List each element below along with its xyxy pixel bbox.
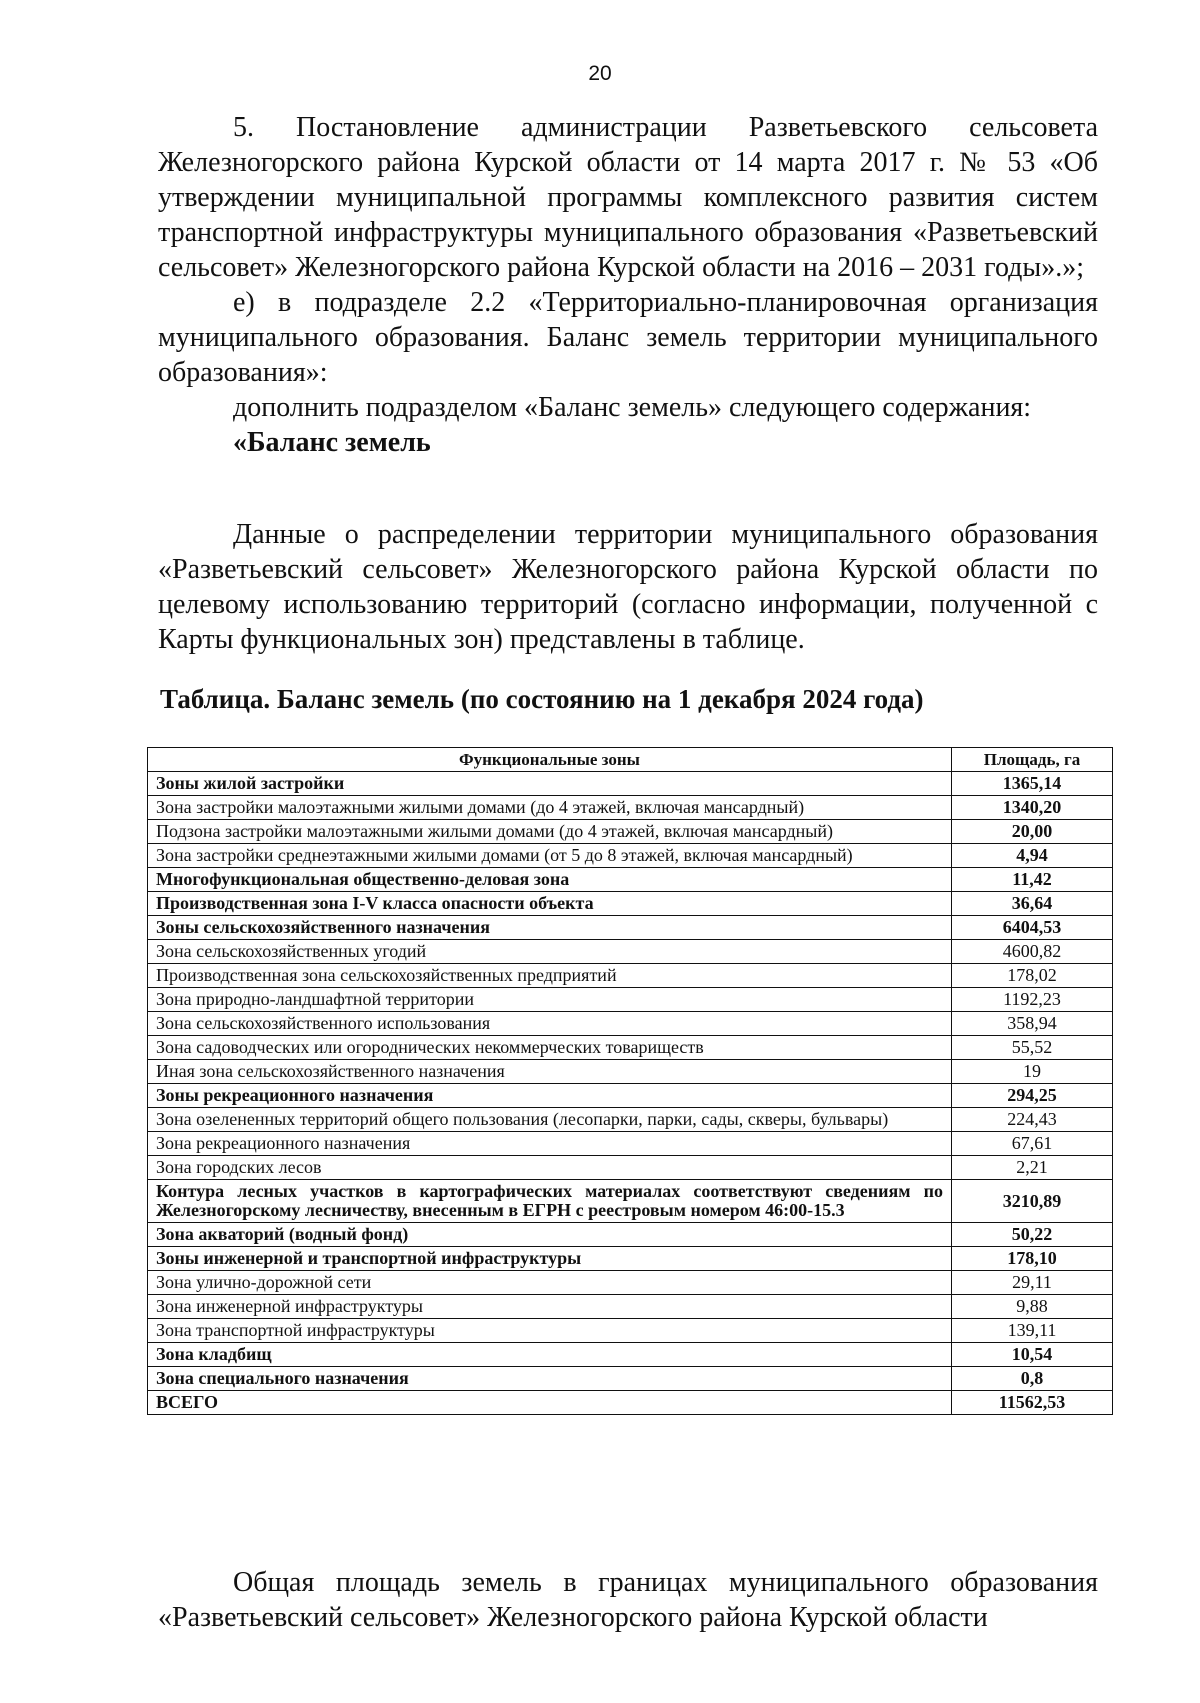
table-row <box>148 1247 1113 1271</box>
zone-name-cell: Зона застройки малоэтажными жилыми домами (до 4 этажей, включая мансардный) <box>148 796 952 820</box>
table-row <box>148 796 1113 820</box>
zone-name-cell: Производственная зона I-V класса опасности объекта <box>148 892 952 916</box>
zone-name-cell: Зона озелененных территорий общего пользования (лесопарки, парки, сады, скверы, бульвары) <box>148 1108 952 1132</box>
zone-area-cell: 67,61 <box>952 1132 1113 1156</box>
table-row <box>148 1108 1113 1132</box>
zone-area-cell: 3210,89 <box>952 1180 1113 1223</box>
top-text-block <box>158 110 1098 460</box>
zone-name-cell: ВСЕГО <box>148 1391 952 1415</box>
zone-area-cell: 6404,53 <box>952 916 1113 940</box>
zone-name-cell: Зона инженерной инфраструктуры <box>148 1295 952 1319</box>
zone-area-cell: 1340,20 <box>952 796 1113 820</box>
zone-area-cell: 11562,53 <box>952 1391 1113 1415</box>
table-row <box>148 1319 1113 1343</box>
zone-area-cell: 178,02 <box>952 964 1113 988</box>
zone-name-cell: Зона улично-дорожной сети <box>148 1271 952 1295</box>
table-row <box>148 1271 1113 1295</box>
table-row <box>148 1084 1113 1108</box>
zone-area-cell: 139,11 <box>952 1319 1113 1343</box>
zone-area-cell: 36,64 <box>952 892 1113 916</box>
zone-name-cell: Зона природно-ландшафтной территории <box>148 988 952 1012</box>
table-row <box>148 916 1113 940</box>
zone-area-cell: 11,42 <box>952 868 1113 892</box>
zone-name-cell: Зона кладбищ <box>148 1343 952 1367</box>
zone-area-cell: 224,43 <box>952 1108 1113 1132</box>
zone-area-cell: 1192,23 <box>952 988 1113 1012</box>
table-row <box>148 988 1113 1012</box>
zone-area-cell: 2,21 <box>952 1156 1113 1180</box>
zone-name-cell: Зона транспортной инфраструктуры <box>148 1319 952 1343</box>
zone-name-cell: Контура лесных участков в картографических материалах соответствуют сведениям по Железногорскому лесничеству, внесенным в ЕГРН с реестровым номером 46:00-15.3 <box>148 1180 952 1223</box>
section-heading-land-balance: «Баланс земель <box>233 427 431 458</box>
zone-name-cell: Иная зона сельскохозяйственного назначения <box>148 1060 952 1084</box>
zone-area-cell: 55,52 <box>952 1036 1113 1060</box>
paragraph-resolution-5: 5. Постановление администрации Разветьевского сельсовета Железногорского района Курской области от 14 марта 2017 г. № 53 «Об утверждении муниципальной программы комплексного развития систем транспортной инфраструктуры муниципального образования «Разветьевский сельсовет» Железногорского района Курской области на 2016 – 2031 годы».»; <box>158 112 1098 283</box>
zone-name-cell: Зона застройки среднеэтажными жилыми домами (от 5 до 8 этажей, включая мансардный) <box>148 844 952 868</box>
zone-area-cell: 4600,82 <box>952 940 1113 964</box>
zone-area-cell: 20,00 <box>952 820 1113 844</box>
zone-name-cell: Зона рекреационного назначения <box>148 1132 952 1156</box>
paragraph-supplement: дополнить подразделом «Баланс земель» следующего содержания: <box>233 392 1032 423</box>
table-row <box>148 1180 1113 1223</box>
zone-name-cell: Зоны инженерной и транспортной инфраструктуры <box>148 1247 952 1271</box>
zone-area-cell: 0,8 <box>952 1367 1113 1391</box>
table-row <box>148 1012 1113 1036</box>
table-row <box>148 1132 1113 1156</box>
zone-name-cell: Зона сельскохозяйственных угодий <box>148 940 952 964</box>
paragraph-intro: Данные о распределении территории муниципального образования «Разветьевский сельсовет» Железногорского района Курской области по целевому использованию территорий (согласно информации, полученной с Карты функциональных зон) представлены в таблице. <box>158 519 1098 655</box>
header-area: Площадь, га <box>952 748 1113 772</box>
zone-name-cell: Зона городских лесов <box>148 1156 952 1180</box>
paragraph-total-area: Общая площадь земель в границах муниципального образования «Разветьевский сельсовет» Железногорского района Курской области <box>158 1567 1098 1633</box>
table-title: Таблица. Баланс земель (по состоянию на 1 декабря 2024 года) <box>160 684 924 714</box>
intro-text-block <box>158 517 1098 657</box>
zone-name-cell: Зона сельскохозяйственного использования <box>148 1012 952 1036</box>
zone-area-cell: 1365,14 <box>952 772 1113 796</box>
table-row <box>148 1223 1113 1247</box>
bottom-text-block <box>158 1565 1098 1635</box>
table-row <box>148 1036 1113 1060</box>
table-header-row <box>148 748 1113 772</box>
zone-area-cell: 178,10 <box>952 1247 1113 1271</box>
table-row <box>148 772 1113 796</box>
zone-area-cell: 10,54 <box>952 1343 1113 1367</box>
table-row <box>148 964 1113 988</box>
zone-name-cell: Зоны жилой застройки <box>148 772 952 796</box>
table-row <box>148 1295 1113 1319</box>
header-zones: Функциональные зоны <box>148 748 952 772</box>
table-row <box>148 820 1113 844</box>
zone-area-cell: 358,94 <box>952 1012 1113 1036</box>
table-row <box>148 868 1113 892</box>
zone-name-cell: Производственная зона сельскохозяйственных предприятий <box>148 964 952 988</box>
paragraph-subsection-e: е) в подразделе 2.2 «Территориально-планировочная организация муниципального образования. Баланс земель территории муниципального образования»: <box>158 287 1098 388</box>
zone-name-cell: Зона садоводческих или огороднических некоммерческих товариществ <box>148 1036 952 1060</box>
table-body <box>148 772 1113 1415</box>
zone-name-cell: Зоны сельскохозяйственного назначения <box>148 916 952 940</box>
zone-name-cell: Зона специального назначения <box>148 1367 952 1391</box>
zone-area-cell: 50,22 <box>952 1223 1113 1247</box>
zone-name-cell: Подзона застройки малоэтажными жилыми домами (до 4 этажей, включая мансардный) <box>148 820 952 844</box>
table-row <box>148 940 1113 964</box>
table-row <box>148 1391 1113 1415</box>
zone-name-cell: Многофункциональная общественно-деловая зона <box>148 868 952 892</box>
zone-area-cell: 9,88 <box>952 1295 1113 1319</box>
zone-area-cell: 29,11 <box>952 1271 1113 1295</box>
page-number: 20 <box>588 62 612 85</box>
table-row <box>148 1060 1113 1084</box>
table-row <box>148 1343 1113 1367</box>
zone-name-cell: Зоны рекреационного назначения <box>148 1084 952 1108</box>
zone-name-cell: Зона акваторий (водный фонд) <box>148 1223 952 1247</box>
zone-area-cell: 294,25 <box>952 1084 1113 1108</box>
land-balance-table <box>147 747 1113 1415</box>
zone-area-cell: 4,94 <box>952 844 1113 868</box>
table-row <box>148 844 1113 868</box>
table-row <box>148 1156 1113 1180</box>
zone-area-cell: 19 <box>952 1060 1113 1084</box>
table-row <box>148 1367 1113 1391</box>
table-row <box>148 892 1113 916</box>
